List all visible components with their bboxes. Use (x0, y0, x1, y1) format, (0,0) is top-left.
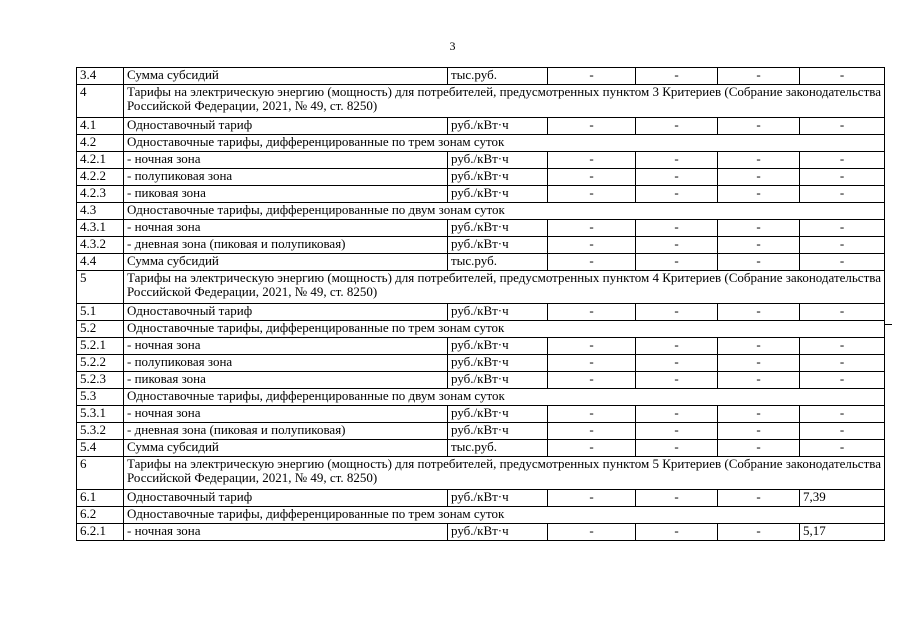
row-unit: руб./кВт·ч (448, 220, 548, 237)
value-cell-3: - (718, 440, 800, 457)
row-name: - дневная зона (пиковая и полупиковая) (124, 237, 448, 254)
value-cell-4: - (800, 372, 885, 389)
value-cell-3: - (718, 304, 800, 321)
row-number: 5.2 (77, 321, 124, 338)
value-cell-3: - (718, 169, 800, 186)
row-number: 4.2.3 (77, 186, 124, 203)
row-number: 6.2.1 (77, 524, 124, 541)
table-row (77, 321, 885, 338)
table-row (77, 304, 885, 321)
row-name: Сумма субсидий (124, 254, 448, 271)
section-subheading: Одноставочные тарифы, дифференцированные по трем зонам суток (124, 321, 885, 338)
row-number: 4.2 (77, 135, 124, 152)
row-unit: руб./кВт·ч (448, 237, 548, 254)
table-row (77, 440, 885, 457)
value-cell-4: - (800, 169, 885, 186)
table-row (77, 372, 885, 389)
row-name: - пиковая зона (124, 186, 448, 203)
row-number: 4.2.1 (77, 152, 124, 169)
table-row (77, 389, 885, 406)
row-unit: тыс.руб. (448, 254, 548, 271)
row-number: 5 (77, 271, 124, 304)
section-subheading: Одноставочные тарифы, дифференцированные по трем зонам суток (124, 507, 885, 524)
value-cell-2: - (636, 423, 718, 440)
row-unit: руб./кВт·ч (448, 169, 548, 186)
row-name: Одноставочный тариф (124, 118, 448, 135)
row-name: Одноставочный тариф (124, 304, 448, 321)
value-cell-4: - (800, 423, 885, 440)
value-cell-4: - (800, 186, 885, 203)
value-cell-4: - (800, 338, 885, 355)
value-cell-4: - (800, 355, 885, 372)
value-cell-1: - (548, 118, 636, 135)
row-unit: руб./кВт·ч (448, 152, 548, 169)
value-cell-3: - (718, 237, 800, 254)
table-row (77, 135, 885, 152)
row-number: 5.2.3 (77, 372, 124, 389)
value-cell-4: - (800, 440, 885, 457)
value-cell-1: - (548, 490, 636, 507)
value-cell-3: - (718, 372, 800, 389)
row-unit: тыс.руб. (448, 440, 548, 457)
value-cell-1: - (548, 186, 636, 203)
row-unit: руб./кВт·ч (448, 524, 548, 541)
row-number: 4.3 (77, 203, 124, 220)
row-name: - ночная зона (124, 406, 448, 423)
row-unit: руб./кВт·ч (448, 372, 548, 389)
value-cell-1: - (548, 68, 636, 85)
section-heading: Тарифы на электрическую энергию (мощность) для потребителей, предусмотренных пунктом 5 Критериев (Собрание законодательства Российской Федерации, 2021, № 49, ст. 8250) (124, 457, 885, 490)
row-unit: руб./кВт·ч (448, 338, 548, 355)
value-cell-1: - (548, 338, 636, 355)
value-cell-1: - (548, 524, 636, 541)
table-row (77, 68, 885, 85)
value-cell-4: - (800, 304, 885, 321)
value-cell-3: - (718, 254, 800, 271)
row-number: 5.4 (77, 440, 124, 457)
value-cell-2: - (636, 304, 718, 321)
row-name: - ночная зона (124, 524, 448, 541)
value-cell-3: - (718, 186, 800, 203)
value-cell-4: - (800, 152, 885, 169)
table-row (77, 406, 885, 423)
value-cell-1: - (548, 220, 636, 237)
table-row (77, 85, 885, 118)
page-number: 3 (449, 39, 456, 53)
row-unit: руб./кВт·ч (448, 186, 548, 203)
row-unit: руб./кВт·ч (448, 490, 548, 507)
section-subheading: Одноставочные тарифы, дифференцированные по трем зонам суток (124, 135, 885, 152)
value-cell-3: - (718, 406, 800, 423)
row-number: 5.3 (77, 389, 124, 406)
value-cell-1: - (548, 152, 636, 169)
table-row (77, 490, 885, 507)
value-cell-2: - (636, 186, 718, 203)
row-number: 5.3.2 (77, 423, 124, 440)
table-row (77, 271, 885, 304)
value-cell-1: - (548, 440, 636, 457)
value-cell-3: - (718, 355, 800, 372)
row-number: 6.1 (77, 490, 124, 507)
table-body (77, 68, 885, 541)
value-cell-2: - (636, 152, 718, 169)
value-cell-4: - (800, 220, 885, 237)
row-number: 4.3.1 (77, 220, 124, 237)
value-cell-1: - (548, 254, 636, 271)
row-unit: тыс.руб. (448, 68, 548, 85)
value-cell-2: - (636, 372, 718, 389)
value-cell-2: - (636, 490, 718, 507)
value-cell-2: - (636, 220, 718, 237)
table-row (77, 338, 885, 355)
value-cell-1: - (548, 355, 636, 372)
value-cell-3: - (718, 68, 800, 85)
row-unit: руб./кВт·ч (448, 423, 548, 440)
value-cell-4: - (800, 68, 885, 85)
value-cell-3: - (718, 118, 800, 135)
table-row (77, 152, 885, 169)
row-number: 5.2.1 (77, 338, 124, 355)
table-row (77, 186, 885, 203)
table-row (77, 457, 885, 490)
section-heading: Тарифы на электрическую энергию (мощность) для потребителей, предусмотренных пунктом 3 Критериев (Собрание законодательства Российской Федерации, 2021, № 49, ст. 8250) (124, 85, 885, 118)
row-name: - дневная зона (пиковая и полупиковая) (124, 423, 448, 440)
value-cell-4: - (800, 118, 885, 135)
row-unit: руб./кВт·ч (448, 355, 548, 372)
row-number: 6 (77, 457, 124, 490)
row-number: 4.2.2 (77, 169, 124, 186)
value-cell-4: 5,17 (800, 524, 885, 541)
row-number: 5.1 (77, 304, 124, 321)
row-name: - ночная зона (124, 220, 448, 237)
value-cell-2: - (636, 254, 718, 271)
value-cell-2: - (636, 118, 718, 135)
value-cell-2: - (636, 237, 718, 254)
table-row (77, 507, 885, 524)
value-cell-3: - (718, 152, 800, 169)
row-unit: руб./кВт·ч (448, 304, 548, 321)
table-row (77, 254, 885, 271)
table-row (77, 220, 885, 237)
value-cell-3: - (718, 338, 800, 355)
row-number: 4.4 (77, 254, 124, 271)
table-row (77, 203, 885, 220)
table-row (77, 118, 885, 135)
value-cell-3: - (718, 220, 800, 237)
table-row (77, 237, 885, 254)
value-cell-1: - (548, 237, 636, 254)
row-number: 3.4 (77, 68, 124, 85)
value-cell-1: - (548, 169, 636, 186)
value-cell-2: - (636, 169, 718, 186)
section-heading: Тарифы на электрическую энергию (мощность) для потребителей, предусмотренных пунктом 4 Критериев (Собрание законодательства Российской Федерации, 2021, № 49, ст. 8250) (124, 271, 885, 304)
tariff-table (76, 67, 885, 541)
row-unit: руб./кВт·ч (448, 406, 548, 423)
row-name: - ночная зона (124, 338, 448, 355)
margin-mark (884, 324, 892, 325)
row-number: 5.3.1 (77, 406, 124, 423)
row-number: 6.2 (77, 507, 124, 524)
row-name: - пиковая зона (124, 372, 448, 389)
value-cell-1: - (548, 423, 636, 440)
value-cell-4: - (800, 406, 885, 423)
value-cell-4: - (800, 254, 885, 271)
table-row (77, 355, 885, 372)
row-number: 4.1 (77, 118, 124, 135)
value-cell-3: - (718, 524, 800, 541)
row-unit: руб./кВт·ч (448, 118, 548, 135)
value-cell-3: - (718, 423, 800, 440)
table-row (77, 423, 885, 440)
value-cell-4: - (800, 237, 885, 254)
row-name: - ночная зона (124, 152, 448, 169)
value-cell-2: - (636, 355, 718, 372)
row-name: Одноставочный тариф (124, 490, 448, 507)
value-cell-1: - (548, 304, 636, 321)
section-subheading: Одноставочные тарифы, дифференцированные по двум зонам суток (124, 203, 885, 220)
row-name: - полупиковая зона (124, 355, 448, 372)
table-row (77, 169, 885, 186)
value-cell-2: - (636, 440, 718, 457)
value-cell-2: - (636, 406, 718, 423)
value-cell-1: - (548, 372, 636, 389)
row-name: Сумма субсидий (124, 68, 448, 85)
row-number: 4 (77, 85, 124, 118)
row-number: 5.2.2 (77, 355, 124, 372)
section-subheading: Одноставочные тарифы, дифференцированные по двум зонам суток (124, 389, 885, 406)
row-name: - полупиковая зона (124, 169, 448, 186)
value-cell-2: - (636, 68, 718, 85)
value-cell-2: - (636, 524, 718, 541)
value-cell-1: - (548, 406, 636, 423)
table-row (77, 524, 885, 541)
row-number: 4.3.2 (77, 237, 124, 254)
row-name: Сумма субсидий (124, 440, 448, 457)
value-cell-3: - (718, 490, 800, 507)
value-cell-2: - (636, 338, 718, 355)
value-cell-4: 7,39 (800, 490, 885, 507)
